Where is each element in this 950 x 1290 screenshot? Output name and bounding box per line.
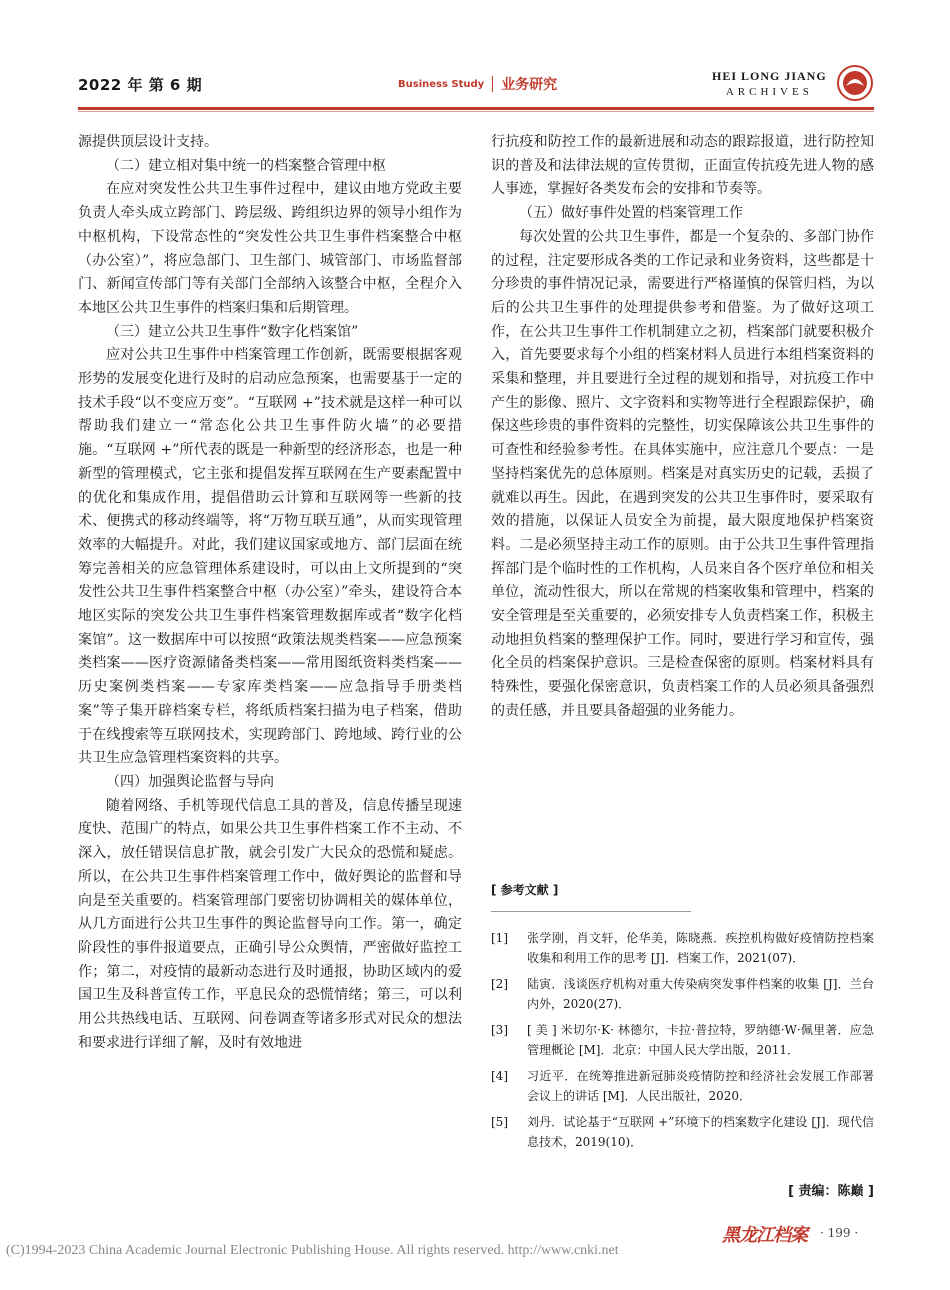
- brand-bottom: ARCHIVES: [725, 86, 813, 98]
- left-column: [78, 131, 462, 1055]
- reference-text: 陆寅．浅谈医疗机构对重大传染病突发事件档案的收集 [J]．兰台内外，2020(27)．: [527, 977, 874, 1011]
- references-rule: [491, 911, 691, 912]
- journal-seal-icon: [836, 64, 874, 102]
- references-title: [ 参考文献 ]: [491, 883, 559, 897]
- left-para-2: 在应对突发性公共卫生事件过程中，建议由地方党政主要负责人牵头成立跨部门、跨层级、跨组织边界的领导小组作为中枢机构，下设常态性的“突发性公共卫生事件档案整合中枢（办公室）”，将应急部门、卫生部门、城管部门、市场监督部门、新闻宣传部门等有关部门全部纳入该整合中枢，全程介入本地区公共卫生事件的档案归集和后期管理。: [78, 181, 462, 316]
- reference-text: 张学刚，肖文轩，伦华美，陈晓燕．疾控机构做好疫情防控档案收集和利用工作的思考 [J]．档案工作，2021(07)．: [527, 931, 874, 965]
- journal-brand: [712, 69, 827, 98]
- right-para-0: 行抗疫和防控工作的最新进展和动态的跟踪报道，进行防控知识的普及和法律法规的宣传贯彻，正面宣传抗疫先进人物的感人事迹，掌握好各类发布会的安排和节奏等。: [491, 134, 874, 198]
- reference-item: [491, 1020, 874, 1060]
- reference-num: [2]: [491, 977, 508, 991]
- reference-num: [1]: [491, 931, 508, 945]
- reference-text: 习近平．在统筹推进新冠肺炎疫情防控和经济社会发展工作部署会议上的讲话 [M]．人民出版社，2020．: [527, 1069, 874, 1103]
- right-para-2: 每次处置的公共卫生事件，都是一个复杂的、多部门协作的过程，注定要形成各类的工作记录和业务资料，这些都是十分珍贵的事件情况记录，需要进行严格谨慎的保管归档，为以后的公共卫生事件的处理提供参考和借鉴。为了做好这项工作，在公共卫生事件工作机制建立之初，档案部门就要积极介入，首先要要求每个小组的档案材料人员进行本组档案资料的采集和整理，并且要进行全过程的规划和指导，对抗疫工作中产生的影像、照片、文字资料和实物等进行全程跟踪保护，确保这些珍贵的事件资料的完整性，切实保障该公共卫生事件的可查性和经验参考性。在具体实施中，应注意几个要点：一是坚持档案优先的总体原则。档案是对真实历史的记载，丢损了就难以再生。因此，在遇到突发的公共卫生事件时，要采取有效的措施，以保证人员安全为前提，最大限度地保护档案资料。二是必须坚持主动工作的原则。由于公共卫生事件管理指挥部门是个临时性的工作机构，人员来自各个医疗单位和相关单位，流动性很大，所以在常规的档案收集和管理中，档案的安全管理是至关重要的，必须安排专人负责档案工作，积极主动地担负档案的整理保护工作。同时，要进行学习和宣传，强化全员的档案保护意识。三是检查保密的原则。档案材料具有特殊性，要强化保密意识，负责档案工作的人员必须具备强烈的责任感，并且要具备超强的业务能力。: [491, 228, 874, 719]
- reference-item: [491, 928, 874, 968]
- brand-top: HEI LONG JIANG: [712, 69, 827, 83]
- reference-text: 刘丹．试论基于“互联网 +”环境下的档案数字化建设 [J]．现代信息技术，2019(10)．: [527, 1115, 874, 1149]
- section-divider: [492, 76, 493, 92]
- section-heading-3: （三）建立公共卫生事件“数字化档案馆”: [106, 323, 359, 340]
- section-en: Business Study: [398, 78, 485, 90]
- reference-num: [3]: [491, 1023, 508, 1037]
- section-cn: 业务研究: [501, 77, 558, 93]
- header-rule: [78, 107, 874, 110]
- page-number: · 199 ·: [820, 1226, 859, 1240]
- reference-item: [491, 1066, 874, 1106]
- left-para-6: 随着网络、手机等现代信息工具的普及，信息传播呈现速度快、范围广的特点，如果公共卫生事件档案工作不主动、不深入，放任错误信息扩散，就会引发广大民众的恐慌和疑虑。所以，在公共卫生事件档案管理工作中，做好舆论的监督和导向是至关重要的。档案管理部门要密切协调相关的媒体单位，从几方面进行公共卫生事件的舆论监督导向工作。第一，确定阶段性的事件报道要点，正确引导公众舆情，严密做好监控工作；第二，对疫情的最新动态进行及时通报，协助区域内的爱国卫生及科普宣传工作，平息民众的恐慌情绪；第三，可以利用公共热线电话、互联网、问卷调查等诸多形式对民众的想法和要求进行详细了解，及时有效地进: [78, 797, 462, 1051]
- footer-journal-logo: 黑龙江档案: [722, 1225, 807, 1246]
- left-para-4: 应对公共卫生事件中档案管理工作创新，既需要根据客观形势的发展变化进行及时的启动应急预案，也需要基于一定的技术手段“以不变应万变”。“互联网 +”技术就是这样一种可以帮助我们建立一“常态化公共卫生事件防火墙”的必要措施。“互联网 +”所代表的既是一种新型的经济形态，也是一种新型的管理模式，它主张和提倡发挥互联网在生产要素配置中的优化和集成作用，提倡借助云计算和互联网等一些新的技术、便携式的移动终端等，将“万物互联互通”，从而实现管理效率的大幅提升。对此，我们建议国家或地方、部门层面在统筹完善相关的应急管理体系建设时，可以由上文所提到的“突发性公共卫生事件档案整合中枢（办公室）”牵头，建设符合本地区实际的突发公共卫生事件档案管理数据库或者“数字化档案馆”。这一数据库中可以按照“政策法规类档案——应急预案类档案——医疗资源储备类档案——常用图纸资料类档案——历史案例类档案——专家库类档案——应急指导手册类档案”等子集开辟档案专栏，将纸质档案扫描为电子档案，借助于在线搜索等互联网技术，实现跨部门、跨地域、跨行业的公共卫生应急管理档案资料的共享。: [78, 347, 462, 767]
- left-para-0: 源提供顶层设计支持。: [78, 134, 218, 150]
- editor-credit: [ 责编：陈巅 ]: [788, 1184, 874, 1199]
- right-column: [491, 131, 874, 724]
- section-heading-4: （四）加强舆论监督与导向: [106, 773, 274, 790]
- issue-label: 2022 年 第 6 期: [78, 76, 203, 94]
- reference-item: [491, 1112, 874, 1152]
- reference-text: [ 美 ] 米切尔·K· 林德尔，卡拉·普拉特，罗纳德·W·佩里著．应急管理概论 [M]．北京：中国人民大学出版，2011．: [527, 1023, 874, 1057]
- copyright-notice: (C)1994-2023 China Academic Journal Electronic Publishing House. All rights reserved. http://www.cnki.net: [6, 1243, 619, 1258]
- header-rule-thin: [78, 111, 874, 112]
- references-list: [491, 928, 874, 1158]
- reference-num: [4]: [491, 1069, 508, 1083]
- section-heading-5: （五）做好事件处置的档案管理工作: [519, 205, 743, 222]
- section-label: [398, 74, 557, 94]
- reference-num: [5]: [491, 1115, 508, 1129]
- section-heading-2: （二）建立相对集中统一的档案整合管理中枢: [106, 157, 386, 174]
- reference-item: [491, 974, 874, 1014]
